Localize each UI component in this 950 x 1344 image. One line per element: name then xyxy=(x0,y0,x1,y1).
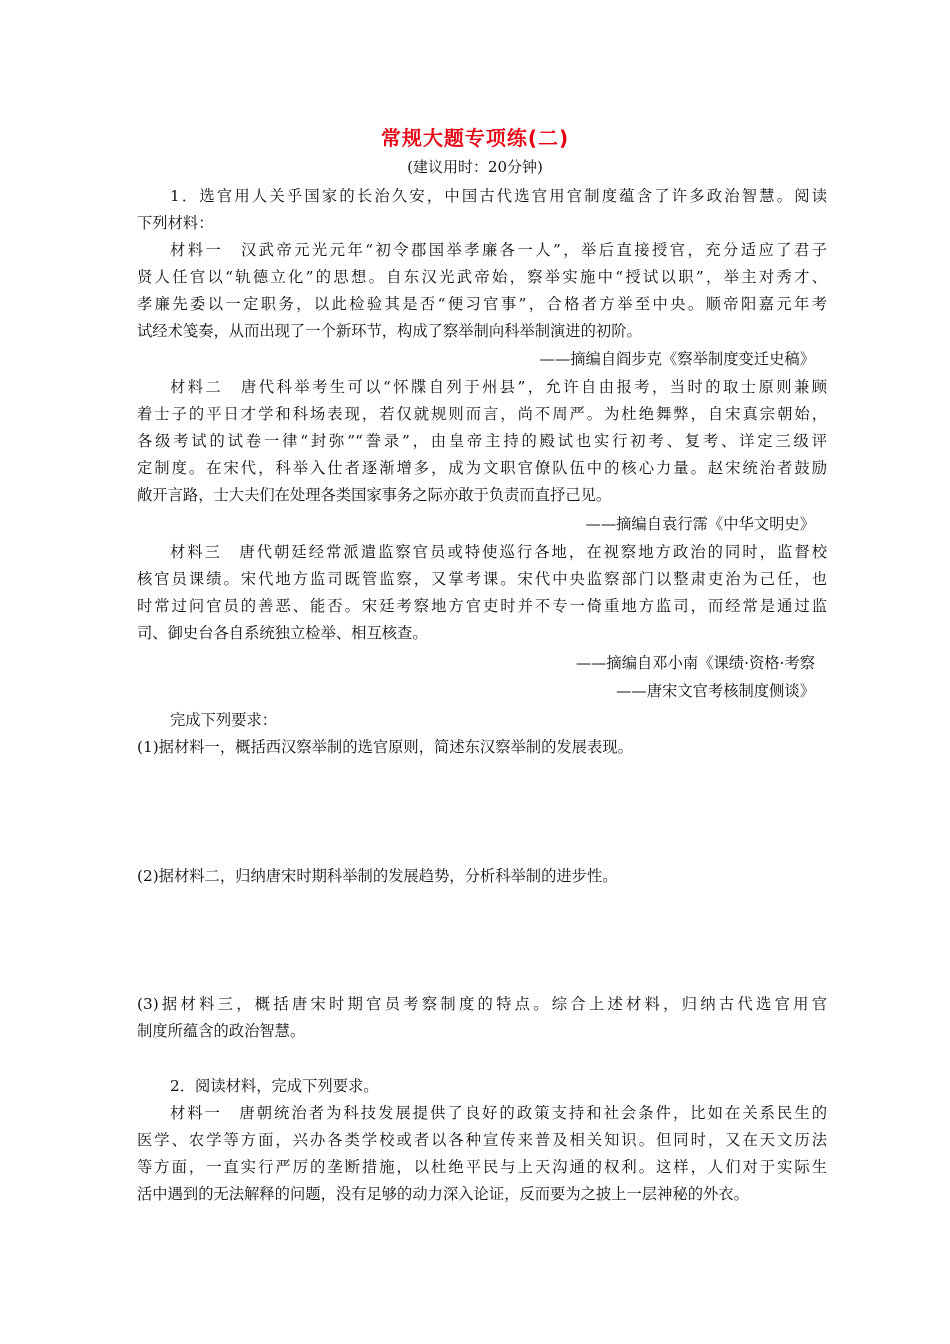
page-subtitle: (建议用时：20分钟) xyxy=(407,158,543,176)
q1-intro-line: 下列材料： xyxy=(137,214,214,232)
q1-material1-line: 材料一 汉武帝元光元年“初令郡国举孝廉各一人”，举后直接授官，充分适应了君子 xyxy=(170,241,827,259)
q1-material3-line: 司、御史台各自系统独立检举、相互核查。 xyxy=(137,624,428,642)
q2-material1-line: 材料一 唐朝统治者为科技发展提供了良好的政策支持和社会条件，比如在关系民生的 xyxy=(170,1104,827,1122)
page-title: 常规大题专项练(二) xyxy=(380,126,570,150)
q2-material1-line: 活中遇到的无法解释的问题，没有足够的动力深入论证，反而要为之披上一层神秘的外衣。 xyxy=(137,1185,749,1203)
q1-task-label: 完成下列要求： xyxy=(170,711,278,729)
q1-material3-line: 时常过问官员的善恶、能否。宋廷考察地方官吏时并不专一倚重地方监司，而经常是通过监 xyxy=(137,597,827,615)
q1-material3-line: 核官员课绩。宋代地方监司既管监察，又掌考课。宋代中央监察部门以整肃吏治为己任，也 xyxy=(137,570,827,588)
q1-material3-line: 材料三 唐代朝廷经常派遣监察官员或特使巡行各地，在视察地方政治的同时，监督校 xyxy=(170,543,827,561)
q1-subquestion-1: (1)据材料一，概括西汉察举制的选官原则，简述东汉察举制的发展表现。 xyxy=(137,738,633,756)
q2-material1-line: 等方面，一直实行严厉的垄断措施，以杜绝平民与上天沟通的权利。这样，人们对于实际生 xyxy=(137,1158,827,1176)
q1-material1-line: 试经术笺奏，从而出现了一个新环节，构成了察举制向科举制演进的初阶。 xyxy=(137,322,642,340)
q1-subquestion-3: 制度所蕴含的政治智慧。 xyxy=(137,1022,306,1040)
q1-material1-line: 贤人任官以“轨德立化”的思想。自东汉光武帝始，察举实施中“授试以职”，举主对秀才、 xyxy=(137,268,827,286)
q1-material2-line: 材料二 唐代科举考生可以“怀牒自列于州县”，允许自由报考，当时的取士原则兼顾 xyxy=(170,378,827,396)
q1-material1-line: 孝廉先委以一定职务，以此检验其是否“便习官事”，合格者方举至中央。顺帝阳嘉元年考 xyxy=(137,295,827,313)
q2-intro: 2．阅读材料，完成下列要求。 xyxy=(170,1077,379,1095)
q1-material3-source: ——唐宋文官考核制度侧谈》 xyxy=(616,682,815,700)
q1-material2-line: 各级考试的试卷一律“封弥”“誊录”，由皇帝主持的殿试也实行初考、复考、详定三级评 xyxy=(137,432,827,450)
q1-material1-source: ——摘编自阎步克《察举制度变迁史稿》 xyxy=(539,350,815,368)
q1-material2-source: ——摘编自袁行霈《中华文明史》 xyxy=(585,515,815,533)
q1-material3-source: ——摘编自邓小南《课绩·资格·考察 xyxy=(575,654,815,672)
q1-intro-line: 1．选官用人关乎国家的长治久安，中国古代选官用官制度蕴含了许多政治智慧。阅读 xyxy=(170,187,827,205)
q1-material2-line: 敞开言路，士大夫们在处理各类国家事务之际亦敢于负责而直抒己见。 xyxy=(137,486,612,504)
q2-material1-line: 医学、农学等方面，兴办各类学校或者以各种宣传来普及相关知识。但同时，又在天文历法 xyxy=(137,1131,827,1149)
q1-subquestion-2: (2)据材料二，归纳唐宋时期科举制的发展趋势，分析科举制的进步性。 xyxy=(137,867,618,885)
q1-material2-line: 着士子的平日才学和科场表现，若仅就规则而言，尚不周严。为杜绝舞弊，自宋真宗朝始， xyxy=(137,405,827,423)
q1-material2-line: 定制度。在宋代，科举入仕者逐渐增多，成为文职官僚队伍中的核心力量。赵宋统治者鼓励 xyxy=(137,459,827,477)
q1-subquestion-3: (3)据材料三，概括唐宋时期官员考察制度的特点。综合上述材料，归纳古代选官用官 xyxy=(137,995,827,1013)
